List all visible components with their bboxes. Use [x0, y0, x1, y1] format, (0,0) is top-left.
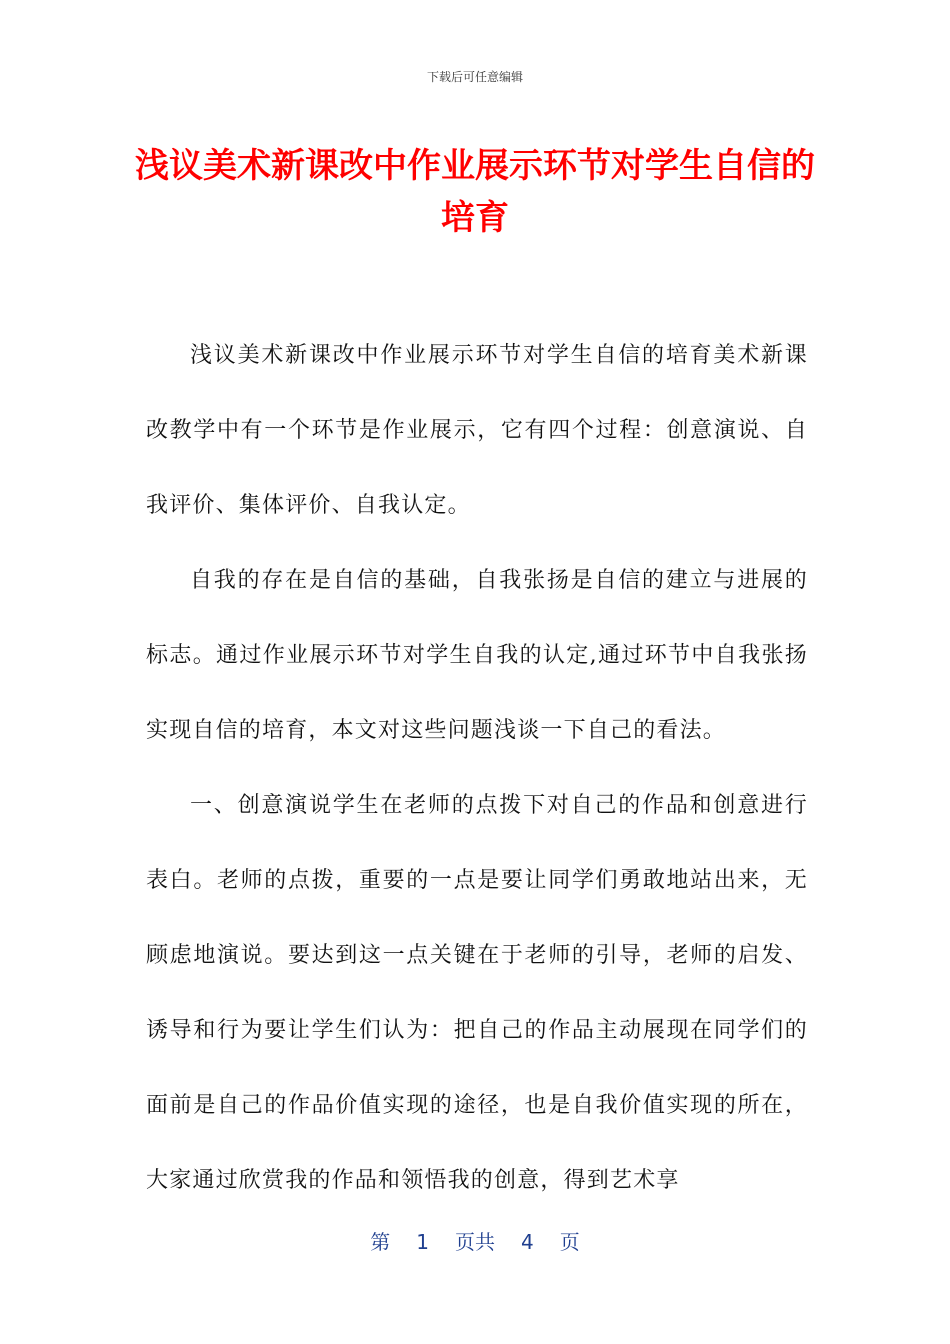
document-title: 浅议美术新课改中作业展示环节对学生自信的培育 [135, 146, 815, 238]
page-total: 4 [521, 1230, 534, 1254]
paragraph-1: 浅议美术新课改中作业展示环节对学生自信的培育美术新课改教学中有一个环节是作业展示，它有四个过程：创意演说、自我评价、集体评价、自我认定。 [146, 343, 808, 518]
page-number: 1 [416, 1230, 429, 1254]
page-suffix: 页 [559, 1230, 580, 1254]
page-mid: 页共 [455, 1230, 495, 1254]
document-body [146, 318, 808, 1218]
page-footer [0, 1226, 950, 1255]
page-prefix: 第 [370, 1230, 391, 1254]
header-note: 下载后可任意编辑 [426, 70, 523, 84]
paragraph-3: 一、创意演说学生在老师的点拨下对自己的作品和创意进行表白。老师的点拨，重要的一点是要让同学们勇敢地站出来，无顾虑地演说。要达到这一点关键在于老师的引导，老师的启发、诱导和行为要让学生们认为：把自己的作品主动展现在同学们的面前是自己的作品价值实现的途径，也是自我价值实现的所在，大家通过欣赏我的作品和领悟我的创意，得到艺术享 [146, 793, 808, 1193]
paragraph-2: 自我的存在是自信的基础，自我张扬是自信的建立与进展的标志。通过作业展示环节对学生自我的认定,通过环节中自我张扬实现自信的培育，本文对这些问题浅谈一下自己的看法。 [146, 568, 808, 743]
